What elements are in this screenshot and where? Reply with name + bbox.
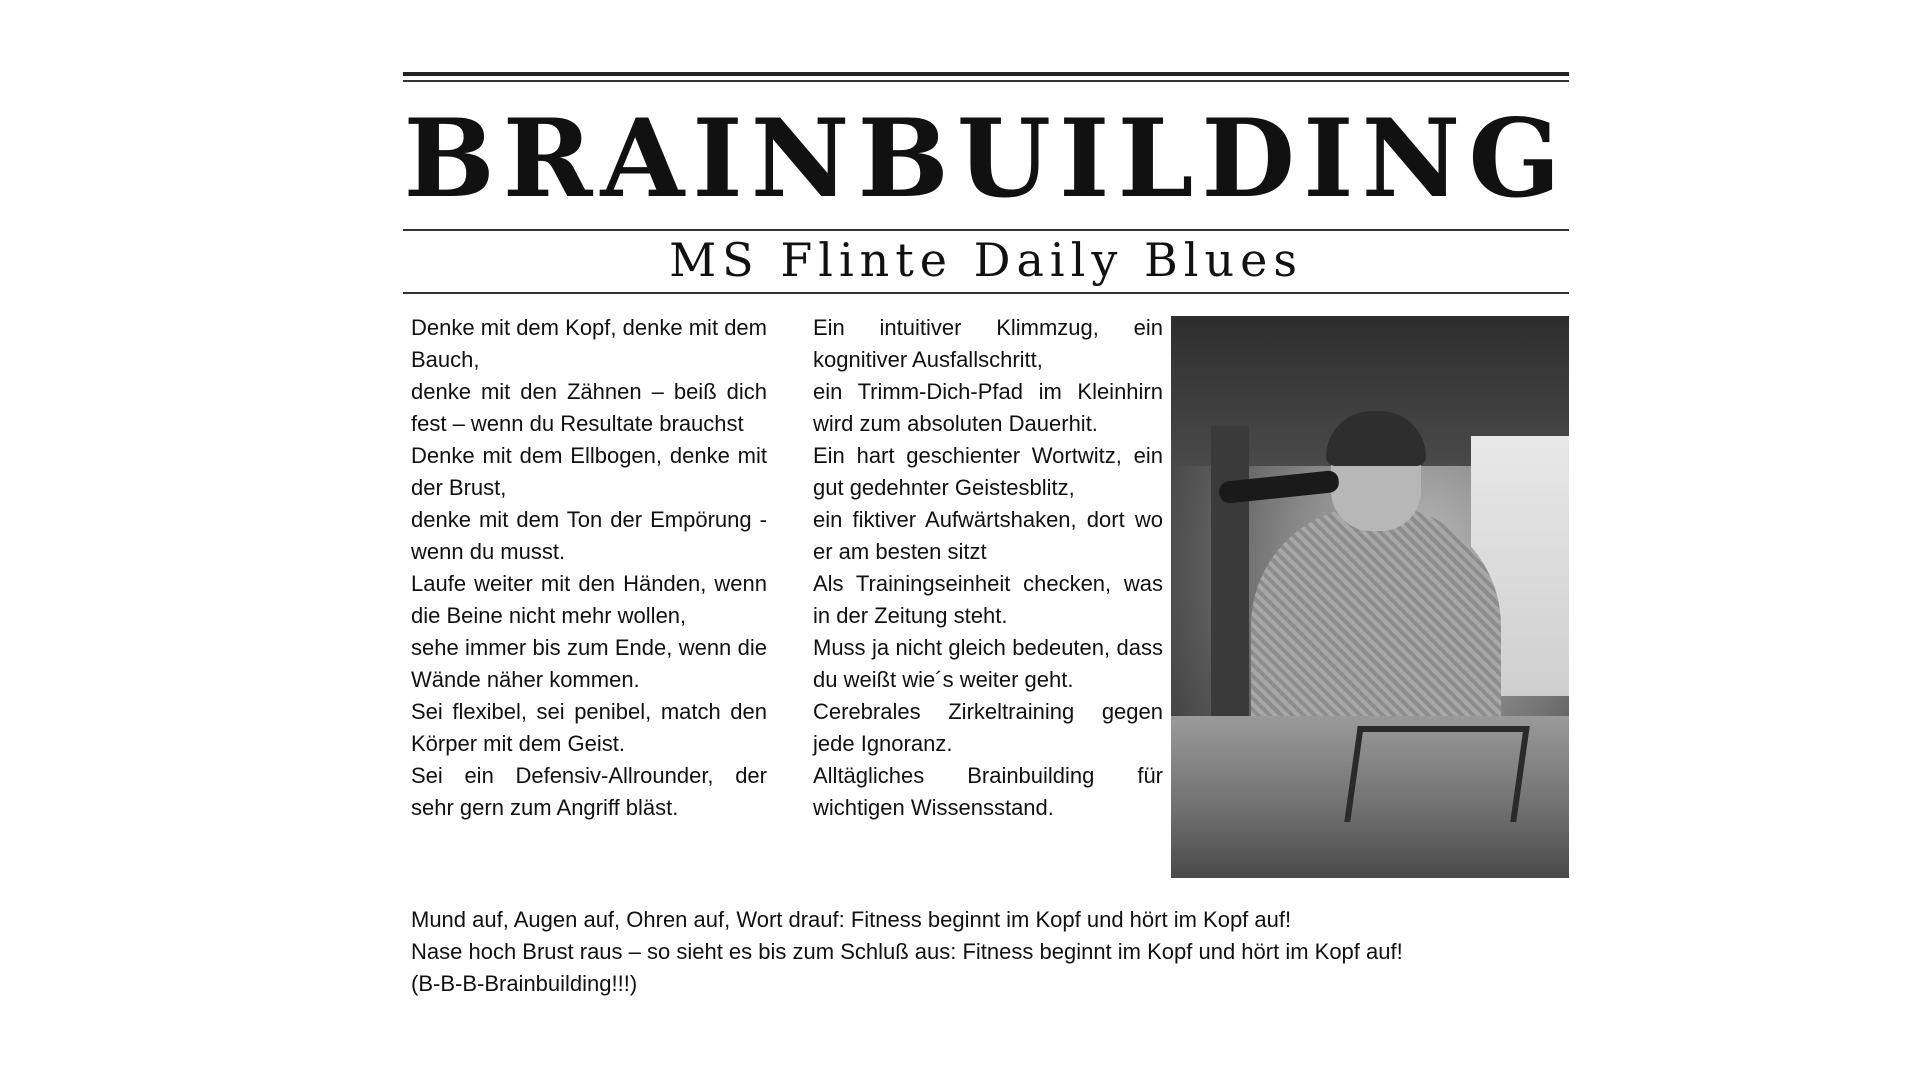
masthead-title: BRAINBUILDING: [403, 96, 1569, 222]
lyric-line: denke mit den Zähnen – beiß dich fest – wenn du Resultate brauchst: [411, 379, 767, 436]
lyrics-column-middle: [813, 312, 1163, 824]
subtitle-divider: [403, 292, 1569, 294]
lyric-line: Sei flexibel, sei penibel, match den Körper mit dem Geist.: [411, 699, 767, 756]
masthead-top-thin-rule: [403, 80, 1569, 82]
masthead-divider: [403, 229, 1569, 231]
lyric-line: Cerebrales Zirkeltraining gegen jede Ignoranz.: [813, 699, 1163, 756]
chorus-line: (B-B-B-Brainbuilding!!!): [411, 971, 638, 996]
lyric-line: ein fiktiver Aufwärtshaken, dort wo er am besten sitzt: [813, 507, 1163, 564]
lyric-line: sehe immer bis zum Ende, wenn die Wände näher kommen.: [411, 635, 767, 692]
lyric-line: denke mit dem Ton der Empörung - wenn du musst.: [411, 507, 767, 564]
newspaper-page: [403, 72, 1569, 1032]
chorus-line: Nase hoch Brust raus – so sieht es bis zum Schluß aus: Fitness beginnt im Kopf und hört im Kopf auf!: [411, 939, 1403, 964]
lyric-line: Muss ja nicht gleich bedeuten, dass du weißt wie´s weiter geht.: [813, 635, 1163, 692]
lyric-line: Denke mit dem Ellbogen, denke mit der Brust,: [411, 443, 767, 500]
masthead-top-rule: [403, 72, 1569, 76]
lyric-line: Laufe weiter mit den Händen, wenn die Beine nicht mehr wollen,: [411, 571, 767, 628]
lyric-line: Alltägliches Brainbuilding für wichtigen Wissensstand.: [813, 763, 1163, 820]
lyric-line: Sei ein Defensiv-Allrounder, der sehr gern zum Angriff bläst.: [411, 763, 767, 820]
chorus-line: Mund auf, Augen auf, Ohren auf, Wort drauf: Fitness beginnt im Kopf und hört im Kopf auf!: [411, 907, 1292, 932]
lyric-line: Als Trainingseinheit checken, was in der Zeitung steht.: [813, 571, 1163, 628]
chorus-block: [411, 904, 1571, 1000]
masthead-subtitle: MS Flinte Daily Blues: [669, 233, 1303, 287]
lyric-line: ein Trimm-Dich-Pfad im Kleinhirn wird zum absoluten Dauerhit.: [813, 379, 1163, 436]
lyrics-column-left: [411, 312, 767, 824]
lyric-line: Denke mit dem Kopf, denke mit dem Bauch,: [411, 315, 767, 372]
lyric-line: Ein hart geschienter Wortwitz, ein gut gedehnter Geistesblitz,: [813, 443, 1163, 500]
photo-man-drinking: [1171, 316, 1569, 878]
lyric-line: Ein intuitiver Klimmzug, ein kognitiver Ausfallschritt,: [813, 315, 1163, 372]
